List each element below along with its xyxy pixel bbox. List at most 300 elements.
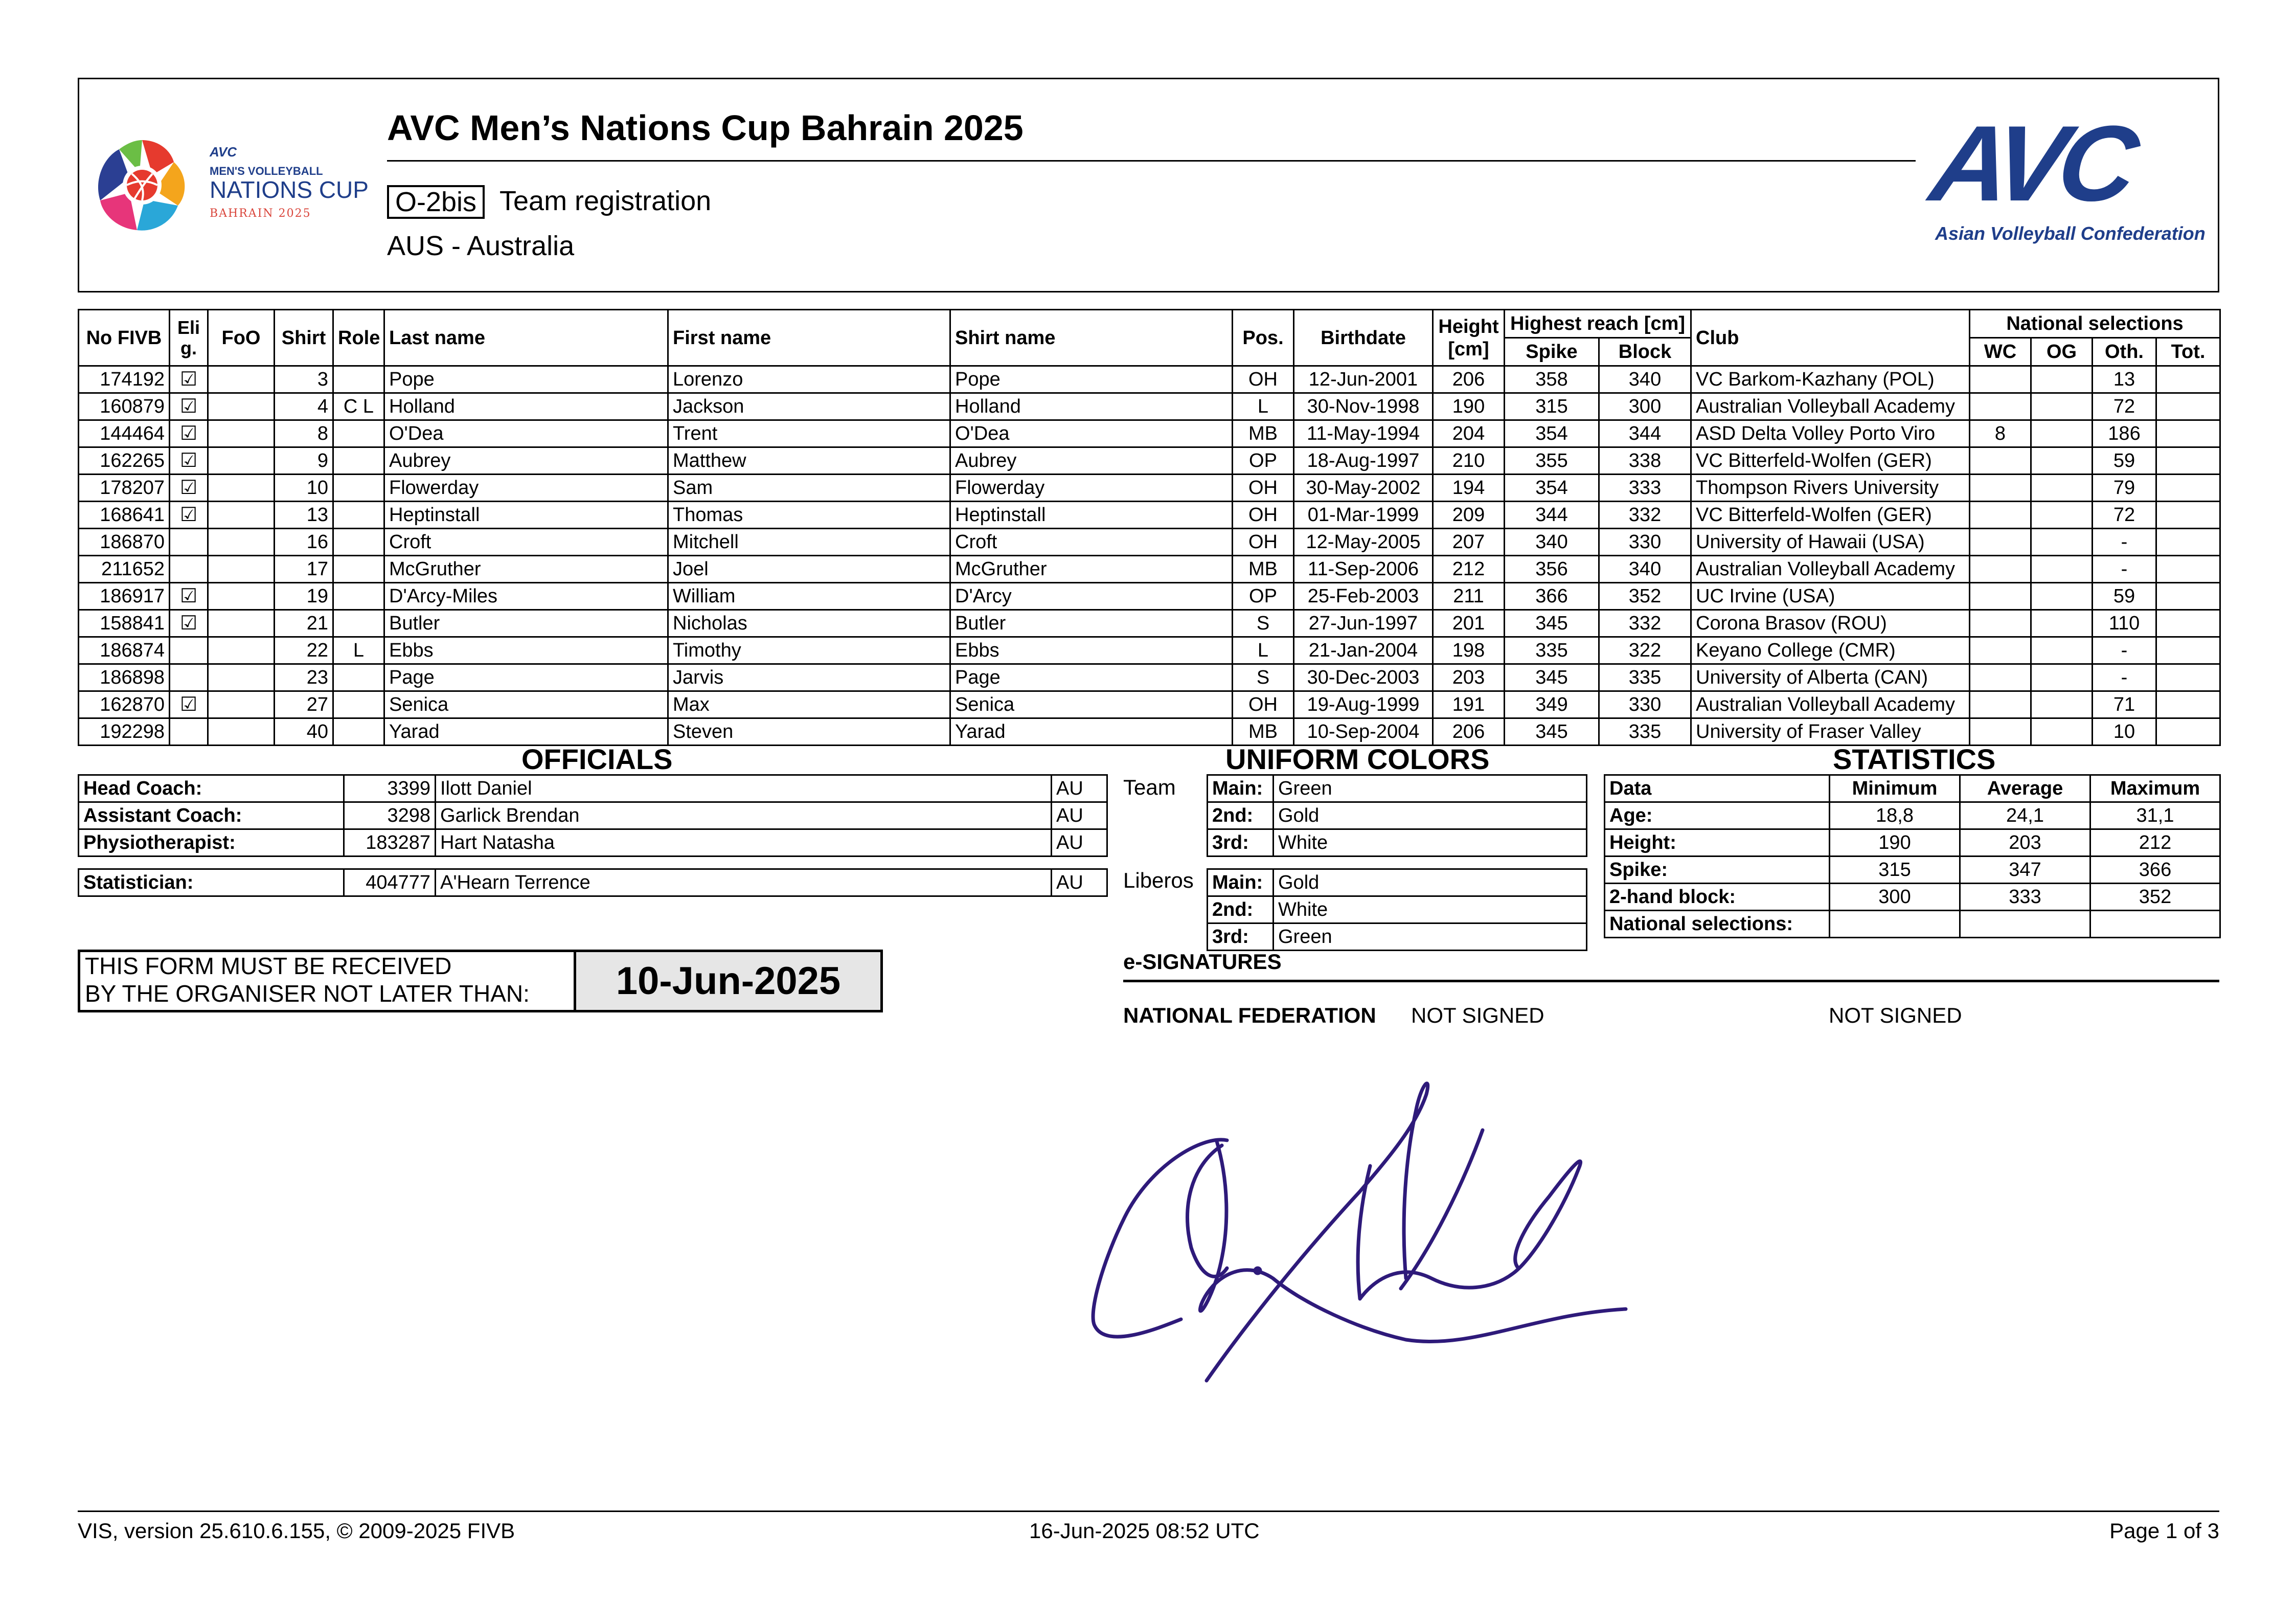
cell-oth: -: [2093, 556, 2156, 583]
cell-role: [333, 610, 384, 637]
cell-club: ASD Delta Volley Porto Viro: [1691, 420, 1970, 447]
cell-spike: 335: [1505, 637, 1599, 664]
cell-shirt: 16: [275, 529, 333, 556]
cell-wc: [1970, 637, 2031, 664]
cell-foo: [208, 556, 275, 583]
cell-og: [2031, 393, 2093, 420]
stats-row: [1605, 802, 2220, 829]
cell-foo: [208, 583, 275, 610]
cell-birth: 18-Aug-1997: [1294, 447, 1433, 475]
cell-og: [2031, 718, 2093, 746]
player-row: [79, 529, 2220, 556]
cell-last: O'Dea: [384, 420, 668, 447]
cell-tot: [2156, 664, 2220, 691]
cell-og: [2031, 475, 2093, 502]
cell-first: Steven: [668, 718, 950, 746]
cell-spike: 344: [1505, 502, 1599, 529]
cell-pos: MB: [1233, 718, 1294, 746]
official-no: 183287: [344, 829, 436, 856]
cell-shirtname: McGruther: [950, 556, 1233, 583]
uniform-row: [1208, 829, 1587, 856]
cell-tot: [2156, 502, 2220, 529]
cell-tot: [2156, 529, 2220, 556]
cell-role: [333, 691, 384, 718]
cell-first: Timothy: [668, 637, 950, 664]
cell-role: [333, 556, 384, 583]
cell-foo: [208, 447, 275, 475]
cell-og: [2031, 529, 2093, 556]
col-highest-reach: Highest reach [cm]: [1505, 310, 1691, 338]
cell-shirt: 40: [275, 718, 333, 746]
official-no: 3298: [344, 802, 436, 829]
cell-shirtname: Ebbs: [950, 637, 1233, 664]
cell-spike: 366: [1505, 583, 1599, 610]
cell-height: 191: [1433, 691, 1505, 718]
cell-first: Mitchell: [668, 529, 950, 556]
cell-block: 332: [1599, 610, 1691, 637]
cell-pos: OH: [1233, 475, 1294, 502]
player-row: [79, 366, 2220, 393]
event-logo-emblem-icon: [91, 134, 198, 236]
official-row: [79, 775, 1107, 802]
event-logo-avc-text: AVC: [210, 144, 237, 160]
handwritten-signature-icon: [1074, 1064, 1656, 1391]
cell-shirtname: Pope: [950, 366, 1233, 393]
stats-min: [1830, 911, 1960, 938]
cell-role: [333, 529, 384, 556]
cell-pos: OH: [1233, 529, 1294, 556]
stats-row: [1605, 856, 2220, 884]
cell-wc: [1970, 718, 2031, 746]
col-pos: Pos.: [1233, 310, 1294, 366]
stats-avg: [1960, 911, 2090, 938]
col-shirt-name: Shirt name: [950, 310, 1233, 366]
stats-header-row: [1605, 775, 2220, 802]
cell-elig: ☑: [170, 420, 208, 447]
cell-spike: 340: [1505, 529, 1599, 556]
cell-block: 330: [1599, 691, 1691, 718]
cell-height: 207: [1433, 529, 1505, 556]
uniform-colors-title: UNIFORM COLORS: [1225, 743, 1490, 775]
cell-club: Keyano College (CMR): [1691, 637, 1970, 664]
uniform-kind: 3rd:: [1208, 923, 1274, 951]
cell-first: Matthew: [668, 447, 950, 475]
cell-club: Australian Volleyball Academy: [1691, 393, 1970, 420]
cell-oth: -: [2093, 664, 2156, 691]
uniform-row: [1208, 869, 1587, 896]
cell-wc: [1970, 556, 2031, 583]
stats-key: 2-hand block:: [1605, 884, 1830, 911]
cell-club: VC Bitterfeld-Wolfen (GER): [1691, 447, 1970, 475]
official-no: 404777: [344, 869, 436, 896]
cell-birth: 11-May-1994: [1294, 420, 1433, 447]
deadline-text: [85, 952, 572, 1007]
cell-shirtname: Yarad: [950, 718, 1233, 746]
cell-shirtname: Senica: [950, 691, 1233, 718]
cell-oth: 186: [2093, 420, 2156, 447]
cell-pos: S: [1233, 664, 1294, 691]
cell-pos: L: [1233, 637, 1294, 664]
cell-birth: 30-Dec-2003: [1294, 664, 1433, 691]
cell-block: 333: [1599, 475, 1691, 502]
cell-first: William: [668, 583, 950, 610]
player-row: [79, 393, 2220, 420]
avc-logo-letters: AVC: [1924, 103, 2139, 223]
cell-tot: [2156, 637, 2220, 664]
cell-no: 162870: [79, 691, 170, 718]
col-first-name: First name: [668, 310, 950, 366]
col-no-fivb: No FIVB: [79, 310, 170, 366]
cell-spike: 349: [1505, 691, 1599, 718]
cell-role: [333, 366, 384, 393]
cell-role: [333, 447, 384, 475]
cell-role: [333, 475, 384, 502]
cell-elig: ☑: [170, 691, 208, 718]
cell-shirt: 21: [275, 610, 333, 637]
cell-role: [333, 502, 384, 529]
cell-tot: [2156, 583, 2220, 610]
cell-role: C L: [333, 393, 384, 420]
player-row: [79, 556, 2220, 583]
form-code: O-2bis: [387, 185, 485, 219]
cell-block: 340: [1599, 556, 1691, 583]
cell-last: D'Arcy-Miles: [384, 583, 668, 610]
cell-no: 144464: [79, 420, 170, 447]
col-national-selections: National selections: [1970, 310, 2220, 338]
cell-oth: 79: [2093, 475, 2156, 502]
cell-no: 211652: [79, 556, 170, 583]
stats-row: [1605, 829, 2220, 856]
cell-birth: 19-Aug-1999: [1294, 691, 1433, 718]
stats-max: 212: [2090, 829, 2220, 856]
cell-tot: [2156, 718, 2220, 746]
player-row: [79, 691, 2220, 718]
player-row: [79, 420, 2220, 447]
cell-foo: [208, 393, 275, 420]
cell-first: Lorenzo: [668, 366, 950, 393]
stats-max: 31,1: [2090, 802, 2220, 829]
cell-shirtname: Heptinstall: [950, 502, 1233, 529]
cell-last: Holland: [384, 393, 668, 420]
cell-no: 168641: [79, 502, 170, 529]
cell-pos: OH: [1233, 691, 1294, 718]
uniform-color: Green: [1274, 775, 1587, 802]
cell-wc: [1970, 691, 2031, 718]
cell-height: 198: [1433, 637, 1505, 664]
statistics-title: STATISTICS: [1833, 743, 1996, 775]
footer-version: VIS, version 25.610.6.155, © 2009-2025 FIVB: [78, 1519, 515, 1543]
cell-role: [333, 420, 384, 447]
cell-wc: 8: [1970, 420, 2031, 447]
uniform-color: White: [1274, 829, 1587, 856]
uniform-kind: Main:: [1208, 869, 1274, 896]
cell-og: [2031, 420, 2093, 447]
cell-shirt: 22: [275, 637, 333, 664]
cell-block: 344: [1599, 420, 1691, 447]
statistician-table: [78, 868, 1108, 897]
cell-club: University of Alberta (CAN): [1691, 664, 1970, 691]
col-spike: Spike: [1505, 338, 1599, 366]
cell-club: University of Hawaii (USA): [1691, 529, 1970, 556]
stats-key: Spike:: [1605, 856, 1830, 884]
event-logo-line3: BAHRAIN 2025: [210, 207, 311, 220]
cell-height: 212: [1433, 556, 1505, 583]
cell-elig: [170, 556, 208, 583]
cell-club: Corona Brasov (ROU): [1691, 610, 1970, 637]
stats-min: 300: [1830, 884, 1960, 911]
cell-birth: 27-Jun-1997: [1294, 610, 1433, 637]
cell-og: [2031, 691, 2093, 718]
cell-tot: [2156, 366, 2220, 393]
official-role: Head Coach:: [79, 775, 344, 802]
cell-foo: [208, 366, 275, 393]
player-row: [79, 583, 2220, 610]
cell-last: Croft: [384, 529, 668, 556]
cell-block: 332: [1599, 502, 1691, 529]
national-federation-label: NATIONAL FEDERATION: [1123, 1003, 1376, 1027]
cell-height: 190: [1433, 393, 1505, 420]
cell-oth: 72: [2093, 502, 2156, 529]
cell-first: Max: [668, 691, 950, 718]
official-name: Garlick Brendan: [436, 802, 1052, 829]
cell-oth: 10: [2093, 718, 2156, 746]
col-wc: WC: [1970, 338, 2031, 366]
cell-height: 201: [1433, 610, 1505, 637]
cell-wc: [1970, 610, 2031, 637]
cell-oth: -: [2093, 637, 2156, 664]
col-block: Block: [1599, 338, 1691, 366]
official-country: AU: [1052, 802, 1107, 829]
cell-oth: 110: [2093, 610, 2156, 637]
official-country: AU: [1052, 829, 1107, 856]
player-row: [79, 502, 2220, 529]
cell-club: University of Fraser Valley: [1691, 718, 1970, 746]
cell-birth: 01-Mar-1999: [1294, 502, 1433, 529]
player-row: [79, 475, 2220, 502]
cell-shirtname: Holland: [950, 393, 1233, 420]
cell-height: 206: [1433, 718, 1505, 746]
cell-spike: 345: [1505, 664, 1599, 691]
cell-og: [2031, 664, 2093, 691]
cell-shirt: 13: [275, 502, 333, 529]
cell-shirt: 9: [275, 447, 333, 475]
cell-height: 203: [1433, 664, 1505, 691]
cell-og: [2031, 583, 2093, 610]
stats-avg: 347: [1960, 856, 2090, 884]
cell-last: Heptinstall: [384, 502, 668, 529]
cell-birth: 30-May-2002: [1294, 475, 1433, 502]
cell-shirtname: Butler: [950, 610, 1233, 637]
officials-table: [78, 774, 1108, 857]
cell-birth: 25-Feb-2003: [1294, 583, 1433, 610]
cell-foo: [208, 718, 275, 746]
uniform-liberos-table: [1207, 868, 1587, 951]
cell-last: Flowerday: [384, 475, 668, 502]
official-country: AU: [1052, 869, 1107, 896]
title-divider: [387, 160, 1916, 162]
cell-elig: ☑: [170, 583, 208, 610]
cell-club: Australian Volleyball Academy: [1691, 556, 1970, 583]
stats-avg: 24,1: [1960, 802, 2090, 829]
official-name: Ilott Daniel: [436, 775, 1052, 802]
cell-spike: 315: [1505, 393, 1599, 420]
col-last-name: Last name: [384, 310, 668, 366]
footer-divider: [78, 1511, 2219, 1512]
cell-first: Sam: [668, 475, 950, 502]
cell-club: VC Bitterfeld-Wolfen (GER): [1691, 502, 1970, 529]
cell-wc: [1970, 393, 2031, 420]
cell-first: Trent: [668, 420, 950, 447]
cell-club: Thompson Rivers University: [1691, 475, 1970, 502]
cell-wc: [1970, 529, 2031, 556]
cell-birth: 12-Jun-2001: [1294, 366, 1433, 393]
cell-block: 322: [1599, 637, 1691, 664]
cell-block: 330: [1599, 529, 1691, 556]
cell-last: Yarad: [384, 718, 668, 746]
cell-no: 162265: [79, 447, 170, 475]
cell-elig: ☑: [170, 475, 208, 502]
cell-wc: [1970, 583, 2031, 610]
cell-last: Page: [384, 664, 668, 691]
cell-birth: 11-Sep-2006: [1294, 556, 1433, 583]
stats-col-min: Minimum: [1830, 775, 1960, 802]
cell-first: Joel: [668, 556, 950, 583]
cell-wc: [1970, 502, 2031, 529]
cell-spike: 345: [1505, 718, 1599, 746]
cell-shirt: 17: [275, 556, 333, 583]
official-name: A'Hearn Terrence: [436, 869, 1052, 896]
cell-elig: ☑: [170, 366, 208, 393]
cell-role: L: [333, 637, 384, 664]
cell-og: [2031, 556, 2093, 583]
deadline-date: 10-Jun-2025: [574, 952, 880, 1010]
uniform-color: Gold: [1274, 802, 1587, 829]
cell-block: 352: [1599, 583, 1691, 610]
cell-foo: [208, 529, 275, 556]
cell-wc: [1970, 664, 2031, 691]
cell-foo: [208, 475, 275, 502]
stats-col-max: Maximum: [2090, 775, 2220, 802]
cell-block: 338: [1599, 447, 1691, 475]
cell-last: Senica: [384, 691, 668, 718]
uniform-color: White: [1274, 896, 1587, 923]
cell-foo: [208, 610, 275, 637]
statistics-table: [1604, 774, 2221, 938]
uniform-kind: 2nd:: [1208, 896, 1274, 923]
cell-spike: 355: [1505, 447, 1599, 475]
cell-shirtname: D'Arcy: [950, 583, 1233, 610]
cell-shirt: 8: [275, 420, 333, 447]
cell-height: 204: [1433, 420, 1505, 447]
players-table: [78, 309, 2221, 746]
team-name: AUS - Australia: [387, 231, 575, 261]
cell-no: 160879: [79, 393, 170, 420]
officials-title: OFFICIALS: [521, 743, 673, 775]
col-foo: FoO: [208, 310, 275, 366]
cell-tot: [2156, 610, 2220, 637]
cell-elig: [170, 529, 208, 556]
avc-logo: [1924, 103, 2209, 223]
cell-first: Thomas: [668, 502, 950, 529]
cell-pos: OH: [1233, 502, 1294, 529]
stats-key: Age:: [1605, 802, 1830, 829]
cell-club: UC Irvine (USA): [1691, 583, 1970, 610]
footer-timestamp: 16-Jun-2025 08:52 UTC: [1029, 1519, 1260, 1543]
col-role: Role: [333, 310, 384, 366]
uniform-team-table: [1207, 774, 1587, 857]
cell-elig: ☑: [170, 447, 208, 475]
cell-og: [2031, 366, 2093, 393]
player-row: [79, 637, 2220, 664]
cell-wc: [1970, 447, 2031, 475]
stats-max: 366: [2090, 856, 2220, 884]
cell-birth: 10-Sep-2004: [1294, 718, 1433, 746]
cell-block: 300: [1599, 393, 1691, 420]
event-title: AVC Men’s Nations Cup Bahrain 2025: [387, 108, 1024, 148]
cell-role: [333, 583, 384, 610]
stats-max: 352: [2090, 884, 2220, 911]
col-og: OG: [2031, 338, 2093, 366]
cell-foo: [208, 502, 275, 529]
stats-key: National selections:: [1605, 911, 1830, 938]
cell-role: [333, 664, 384, 691]
player-row: [79, 610, 2220, 637]
col-tot: Tot.: [2156, 338, 2220, 366]
signature-status-2: NOT SIGNED: [1829, 1003, 1962, 1027]
cell-tot: [2156, 420, 2220, 447]
uniform-kind: 3rd:: [1208, 829, 1274, 856]
cell-spike: 358: [1505, 366, 1599, 393]
cell-pos: MB: [1233, 556, 1294, 583]
uniform-team-label: Team: [1123, 775, 1176, 799]
cell-no: 186917: [79, 583, 170, 610]
cell-birth: 21-Jan-2004: [1294, 637, 1433, 664]
cell-elig: ☑: [170, 393, 208, 420]
cell-elig: [170, 664, 208, 691]
cell-og: [2031, 610, 2093, 637]
official-role: Statistician:: [79, 869, 344, 896]
cell-shirt: 27: [275, 691, 333, 718]
cell-wc: [1970, 475, 2031, 502]
col-height: Height [cm]: [1433, 310, 1505, 366]
cell-spike: 354: [1505, 420, 1599, 447]
cell-pos: MB: [1233, 420, 1294, 447]
col-oth: Oth.: [2093, 338, 2156, 366]
cell-height: 194: [1433, 475, 1505, 502]
uniform-kind: 2nd:: [1208, 802, 1274, 829]
cell-tot: [2156, 393, 2220, 420]
cell-foo: [208, 420, 275, 447]
official-country: AU: [1052, 775, 1107, 802]
stats-col-avg: Average: [1960, 775, 2090, 802]
col-birthdate: Birthdate: [1294, 310, 1433, 366]
cell-pos: OP: [1233, 447, 1294, 475]
cell-elig: [170, 718, 208, 746]
cell-birth: 12-May-2005: [1294, 529, 1433, 556]
cell-pos: L: [1233, 393, 1294, 420]
cell-oth: 72: [2093, 393, 2156, 420]
uniform-row: [1208, 923, 1587, 951]
event-logo-line1: MEN'S VOLLEYBALL: [210, 165, 323, 177]
stats-col-data: Data: [1605, 775, 1830, 802]
official-role: Physiotherapist:: [79, 829, 344, 856]
cell-shirtname: Aubrey: [950, 447, 1233, 475]
cell-og: [2031, 502, 2093, 529]
cell-shirtname: O'Dea: [950, 420, 1233, 447]
cell-block: 335: [1599, 718, 1691, 746]
cell-oth: 59: [2093, 583, 2156, 610]
cell-pos: OP: [1233, 583, 1294, 610]
